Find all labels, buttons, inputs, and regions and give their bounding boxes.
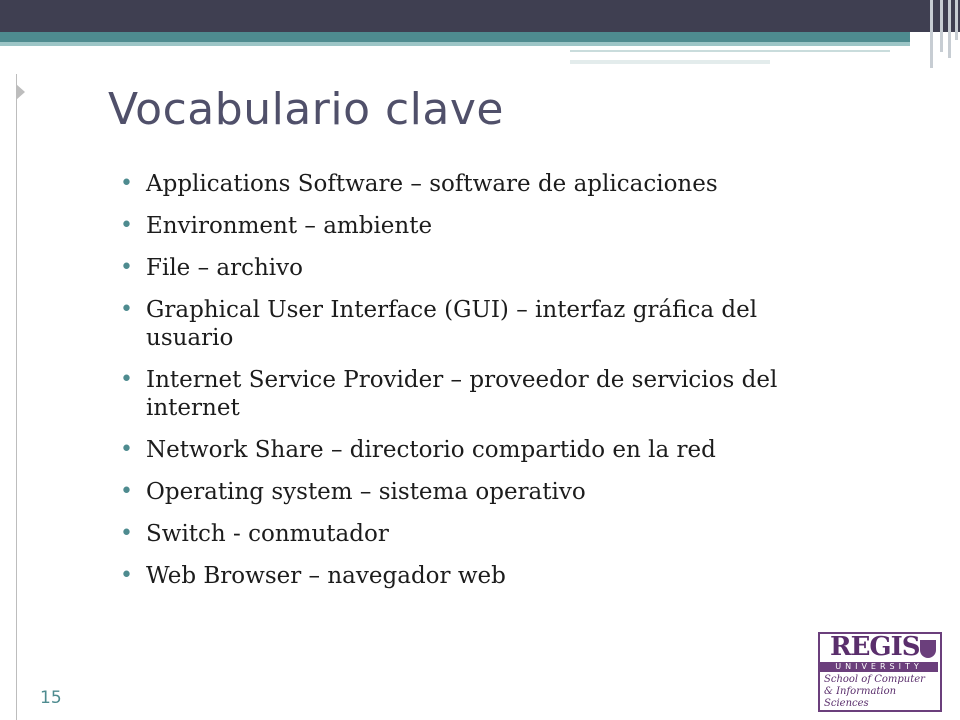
shield-icon — [920, 640, 936, 658]
bullet-text: Switch - conmutador — [146, 521, 389, 547]
bullet-dot-icon: • — [120, 213, 133, 238]
accent-band — [0, 32, 910, 42]
decor-vertical-line — [930, 0, 933, 68]
decor-vertical-line — [940, 0, 943, 52]
bullet-text: Graphical User Interface (GUI) – interfaz gráfica del usuario — [146, 297, 758, 351]
bullet-item — [120, 212, 850, 240]
bullet-dot-icon: • — [120, 171, 133, 196]
bullet-list — [120, 170, 850, 604]
bullet-item — [120, 366, 850, 422]
decor-vertical-line — [955, 0, 958, 40]
bullet-text: Environment – ambiente — [146, 213, 433, 239]
bullet-item — [120, 170, 850, 198]
bullet-text: Network Share – directorio compartido en la red — [146, 437, 716, 463]
bullet-dot-icon: • — [120, 563, 133, 588]
bullet-item — [120, 520, 850, 548]
page-number: 15 — [40, 688, 62, 708]
decor-vertical-line — [948, 0, 951, 58]
left-rule-arrow — [16, 84, 25, 100]
bullet-dot-icon: • — [120, 521, 133, 546]
bullet-text: Operating system – sistema operativo — [146, 479, 586, 505]
slide-title: Vocabulario clave — [108, 84, 504, 135]
bullet-dot-icon: • — [120, 437, 133, 462]
accent-band-light — [0, 42, 910, 46]
regis-university-logo — [818, 632, 942, 712]
bullet-text: Internet Service Provider – proveedor de servicios del internet — [146, 367, 778, 421]
bullet-dot-icon: • — [120, 297, 133, 322]
left-rule — [16, 74, 17, 720]
bullet-dot-icon: • — [120, 479, 133, 504]
decor-line — [570, 50, 890, 52]
logo-school-name: School of Computer & Information Sciences — [824, 674, 925, 709]
bullet-dot-icon: • — [120, 367, 133, 392]
decor-line — [570, 60, 770, 64]
bullet-item — [120, 254, 850, 282]
logo-wordmark: REGIS — [830, 632, 920, 662]
bullet-text: Applications Software – software de aplicaciones — [146, 171, 718, 197]
bullet-item — [120, 478, 850, 506]
bullet-dot-icon: • — [120, 255, 133, 280]
bullet-item — [120, 562, 850, 590]
top-banner — [0, 0, 960, 32]
logo-university-band: UNIVERSITY — [820, 662, 938, 672]
bullet-text: File – archivo — [146, 255, 304, 281]
bullet-item — [120, 436, 850, 464]
bullet-item — [120, 296, 850, 352]
bullet-text: Web Browser – navegador web — [146, 563, 506, 589]
